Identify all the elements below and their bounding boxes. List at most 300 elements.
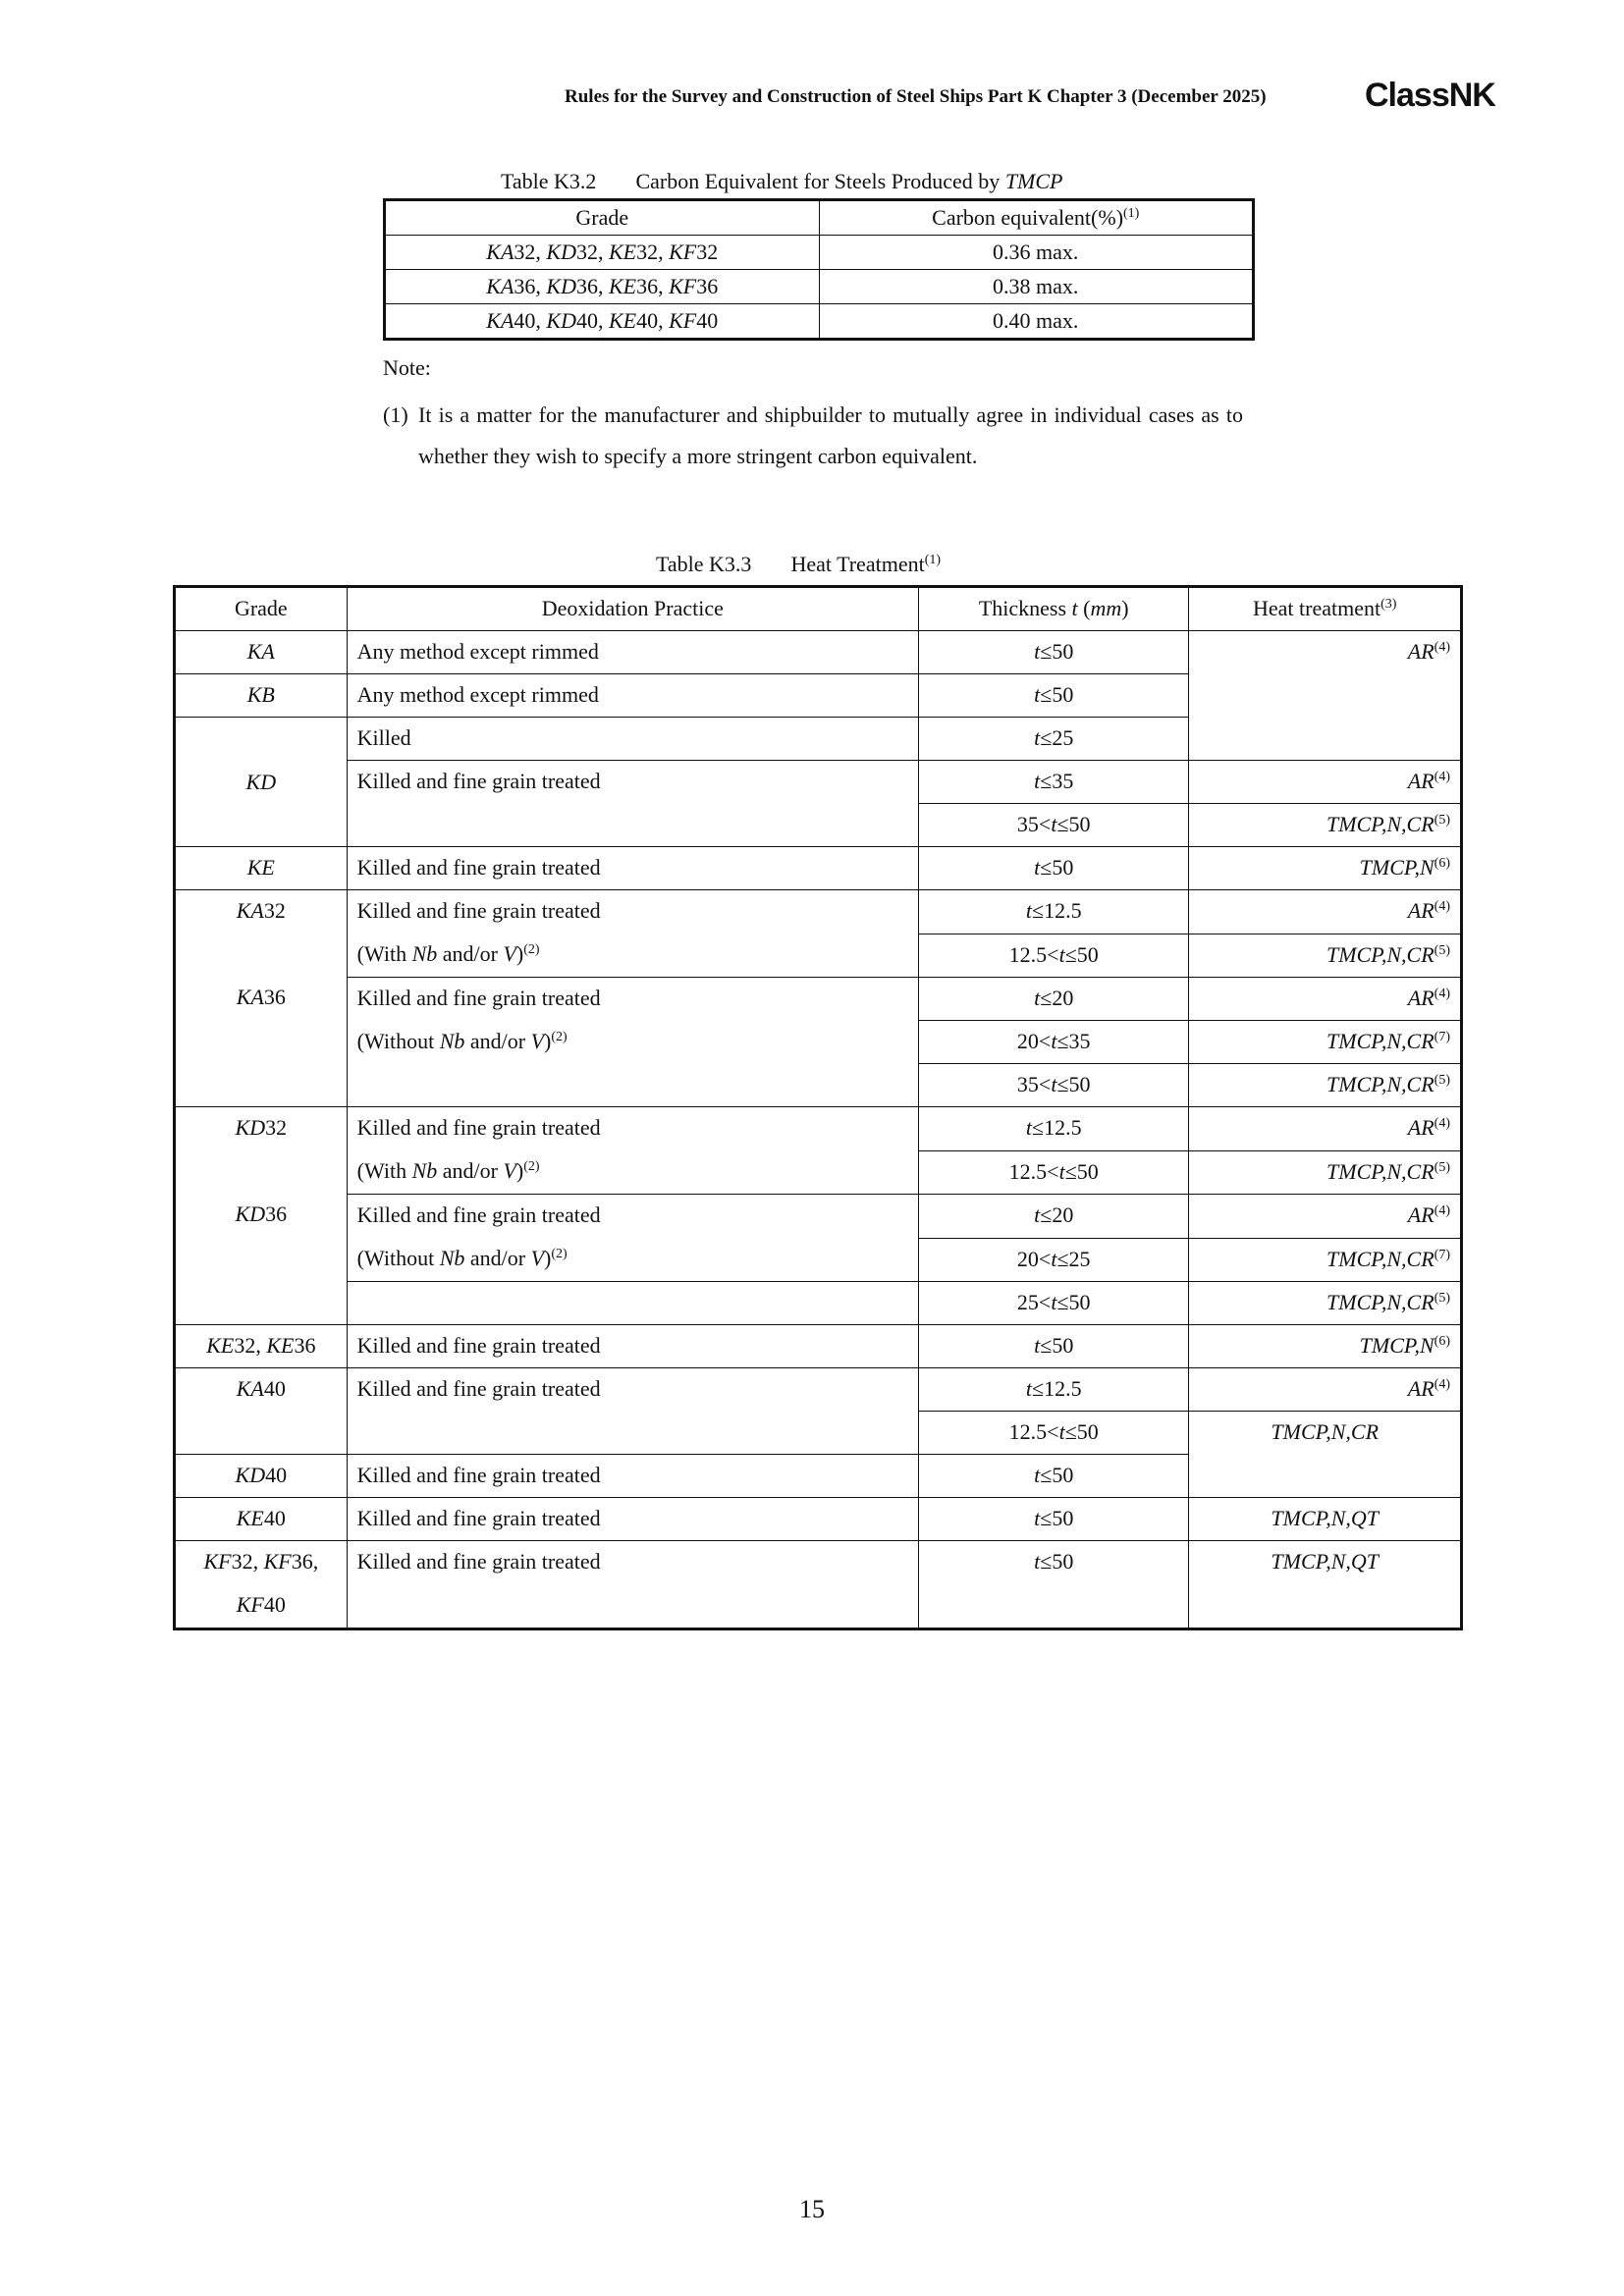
grade-number: 40	[265, 1463, 288, 1487]
heat-note: (3)	[1380, 597, 1397, 612]
heat-cell	[1189, 804, 1462, 847]
heat-note: (5)	[1434, 1159, 1450, 1175]
heat-value: TMCP,N,CR	[1326, 1290, 1435, 1314]
grade-number: 32,	[514, 240, 547, 264]
element: V	[503, 1158, 516, 1183]
table-row	[175, 631, 1462, 674]
value: 50	[1052, 1463, 1074, 1487]
value: 50	[1076, 1419, 1099, 1444]
le-sign: ≤	[1040, 682, 1053, 707]
t-symbol: t	[1058, 1419, 1065, 1444]
table-row	[175, 1541, 1462, 1629]
header-ce-note: (1)	[1123, 206, 1140, 221]
grade-letter: KE	[246, 855, 275, 880]
thickness-cell	[919, 1412, 1189, 1455]
note: (2)	[551, 1030, 568, 1044]
value: 35	[1016, 1072, 1039, 1096]
le-sign: ≤	[1040, 986, 1053, 1010]
heat-note: (5)	[1434, 1073, 1450, 1088]
le-sign: ≤	[1064, 941, 1077, 967]
text: and/or	[437, 941, 504, 966]
heat-cell	[1189, 847, 1462, 890]
t-symbol: t	[1025, 1115, 1032, 1140]
grade-letter: KE	[236, 1506, 264, 1530]
thickness-cell	[919, 847, 1189, 890]
note: (2)	[523, 942, 540, 957]
value: 50	[1052, 682, 1074, 707]
deox-line	[357, 1150, 908, 1194]
t-symbol: t	[1025, 898, 1032, 923]
lt-sign: <	[1038, 1029, 1052, 1053]
grade-cell	[385, 236, 820, 270]
le-sign: ≤	[1056, 1290, 1069, 1314]
table-row	[385, 236, 1254, 270]
grade-number: 36,	[514, 274, 547, 298]
heat-note: (5)	[1434, 813, 1450, 828]
deox-line: Killed and fine grain treated	[356, 1115, 601, 1140]
table-row	[175, 1325, 1462, 1368]
thickness-cell	[919, 761, 1189, 804]
deox-cell: Killed	[347, 718, 918, 761]
lt-sign: <	[1038, 812, 1052, 836]
grade-cell	[175, 847, 348, 890]
deox-cell: Killed and fine grain treated	[347, 1541, 918, 1629]
le-sign: ≤	[1040, 725, 1053, 750]
heat-value: AR	[1407, 1115, 1435, 1140]
deox-line: Killed and fine grain treated	[356, 1202, 601, 1227]
le-sign: ≤	[1031, 1376, 1045, 1401]
element: Nb	[411, 1158, 438, 1183]
t-symbol: t	[1034, 1463, 1041, 1487]
grade-cell	[385, 270, 820, 304]
grade-number: 32	[696, 240, 719, 264]
thickness-cell	[919, 1021, 1189, 1064]
heat-cell	[1189, 1107, 1462, 1151]
heat-cell	[1189, 1150, 1462, 1195]
grade-number: 32,	[575, 240, 609, 264]
t-symbol: t	[1051, 812, 1057, 836]
heat-note: (7)	[1434, 1247, 1450, 1262]
heat-note: (7)	[1434, 1030, 1450, 1044]
le-sign: ≤	[1056, 812, 1069, 836]
deox-line	[357, 934, 908, 977]
heat-value: AR	[1407, 1202, 1435, 1227]
thickness-cell	[919, 1282, 1189, 1325]
grade-letter: KD	[546, 240, 576, 264]
value: 50	[1052, 1549, 1074, 1574]
value: 50	[1052, 1333, 1074, 1358]
le-sign: ≤	[1040, 1202, 1053, 1227]
heat-value: TMCP,N,CR	[1326, 941, 1435, 967]
element: Nb	[439, 1029, 465, 1053]
t-symbol: t	[1051, 1072, 1057, 1096]
table-row	[385, 270, 1254, 304]
grade-cell	[385, 304, 820, 340]
text: (With	[356, 1158, 412, 1183]
heat-note: (4)	[1434, 1116, 1450, 1131]
lt-sign: <	[1038, 1290, 1052, 1314]
caption-title: Carbon Equivalent for Steels Produced by	[635, 169, 1001, 193]
thickness-symbol: t	[1071, 596, 1078, 620]
value: 12.5	[1044, 1115, 1082, 1140]
thickness-cell	[919, 804, 1189, 847]
grade-letter: KE	[608, 308, 637, 333]
heat-value: TMCP,N,CR	[1326, 1158, 1435, 1184]
deox-cell	[347, 978, 918, 1107]
grade-number: 36,	[291, 1549, 319, 1574]
thickness-cell	[919, 1325, 1189, 1368]
value: 12.5	[1044, 1376, 1082, 1401]
heat-cell	[1189, 1325, 1462, 1368]
text: (With	[356, 941, 412, 966]
value: 50	[1052, 1506, 1074, 1530]
heat-cell	[1189, 1238, 1462, 1282]
heat-note: (4)	[1434, 1377, 1450, 1392]
le-sign: ≤	[1056, 1246, 1069, 1271]
t-symbol: t	[1034, 1202, 1041, 1227]
grade-letter: KA	[236, 898, 264, 923]
heat-value: TMCP,N,QT	[1271, 1549, 1380, 1574]
deox-line: Killed and fine grain treated	[356, 986, 601, 1010]
text: )	[544, 1246, 552, 1270]
table-row	[175, 761, 1462, 804]
deox-cell: Any method except rimmed	[347, 631, 918, 674]
value: 50	[1068, 1072, 1091, 1096]
heat-value: TMCP,N,QT	[1271, 1506, 1380, 1530]
heat-note: (4)	[1434, 899, 1450, 914]
lt-sign: <	[1047, 1419, 1059, 1444]
deox-cell: Killed and fine grain treated	[347, 761, 918, 847]
heat-value: TMCP,N,CR	[1271, 1419, 1380, 1444]
table-k33-caption	[656, 552, 941, 577]
heat-cell	[1189, 1195, 1462, 1239]
paren: (	[1077, 596, 1091, 620]
header-deoxidation: Deoxidation Practice	[347, 587, 918, 631]
caption-id: Table K3.2	[501, 169, 597, 193]
deox-cell: Killed and fine grain treated	[347, 1368, 918, 1455]
value-cell: 0.40 max.	[819, 304, 1254, 340]
t-symbol: t	[1034, 1333, 1041, 1358]
heat-cell	[1189, 934, 1462, 978]
grade-letter: KB	[246, 682, 275, 707]
t-symbol: t	[1058, 1158, 1065, 1184]
grade-number: 36	[696, 274, 719, 298]
note: (2)	[551, 1247, 568, 1261]
heat-cell	[1189, 1282, 1462, 1325]
value: 20	[1052, 1202, 1074, 1227]
deox-cell-empty	[347, 1282, 918, 1325]
lt-sign: <	[1047, 1158, 1059, 1184]
value: 35	[1068, 1029, 1091, 1053]
grade-number: 40	[263, 1376, 286, 1401]
le-sign: ≤	[1040, 1549, 1053, 1574]
thickness-cell	[919, 1455, 1189, 1498]
thickness-cell	[919, 1541, 1189, 1629]
heat-cell	[1189, 978, 1462, 1021]
deox-cell: Any method except rimmed	[347, 674, 918, 718]
heat-cell	[1189, 890, 1462, 934]
t-symbol: t	[1034, 1506, 1041, 1530]
heat-cell	[1189, 1021, 1462, 1064]
thickness-cell	[919, 934, 1189, 978]
thickness-cell	[919, 631, 1189, 674]
grade-number: 32	[265, 1115, 288, 1140]
grade-cell	[175, 1368, 348, 1455]
thickness-cell	[919, 1107, 1189, 1151]
heat-cell	[1189, 761, 1462, 804]
grade-letter: KD	[546, 308, 576, 333]
le-sign: ≤	[1031, 1115, 1045, 1140]
thickness-cell	[919, 674, 1189, 718]
table-row	[175, 1498, 1462, 1541]
grade-letter: KD	[235, 1115, 266, 1140]
value: 35	[1016, 812, 1039, 836]
thickness-label: Thickness	[978, 596, 1067, 620]
element: V	[503, 941, 516, 966]
grade-line	[186, 1194, 337, 1237]
value: 50	[1068, 812, 1091, 836]
header-heat-treatment	[1189, 587, 1462, 631]
grade-letter: KA	[236, 985, 264, 1009]
page-header	[0, 77, 1624, 116]
le-sign: ≤	[1040, 639, 1053, 664]
value-cell: 0.36 max.	[819, 236, 1254, 270]
grade-cell	[175, 631, 348, 674]
grade-line	[186, 1584, 337, 1628]
t-symbol: t	[1034, 639, 1041, 664]
header-grade: Grade	[385, 200, 820, 236]
grade-letter: KD	[245, 769, 277, 794]
note-text: It is a matter for the manufacturer and shipbuilder to mutually agree in individual cases as to whether they wish to specify a more stringent carbon equivalent.	[418, 402, 1243, 468]
table-row	[175, 978, 1462, 1021]
value: 12.5	[1008, 1158, 1048, 1184]
grade-number: 36	[265, 1201, 288, 1226]
le-sign: ≤	[1040, 1506, 1053, 1530]
spacer	[186, 934, 337, 977]
heat-note: (4)	[1434, 640, 1450, 655]
grade-letter: KF	[669, 274, 697, 298]
note: (2)	[523, 1159, 540, 1174]
le-sign: ≤	[1064, 1158, 1077, 1184]
heat-value: TMCP,N,CR	[1326, 1246, 1435, 1271]
element: V	[530, 1029, 545, 1053]
heat-value: TMCP,N	[1359, 855, 1435, 880]
grade-letter: KE	[608, 274, 637, 298]
le-sign: ≤	[1064, 1419, 1077, 1444]
thickness-cell	[919, 1150, 1189, 1195]
text: )	[515, 1158, 524, 1183]
page-number: 15	[799, 2195, 825, 2223]
heat-cell	[1189, 1541, 1462, 1629]
heat-cell	[1189, 1064, 1462, 1107]
value: 50	[1052, 855, 1074, 880]
lt-sign: <	[1038, 1072, 1052, 1096]
heat-value: TMCP,N,CR	[1326, 812, 1435, 836]
text: (Without	[356, 1246, 440, 1270]
note-body	[383, 395, 1243, 477]
t-symbol: t	[1058, 941, 1065, 967]
value: 50	[1052, 639, 1074, 664]
grade-line	[186, 977, 337, 1020]
table-row	[175, 1368, 1462, 1412]
grade-letter: KA	[486, 240, 514, 264]
grade-number: 32,	[234, 1333, 267, 1358]
caption-note: (1)	[924, 553, 942, 567]
grade-letter: KA	[236, 1376, 264, 1401]
t-symbol: t	[1034, 855, 1041, 880]
table-k32-caption	[501, 169, 1063, 194]
grade-line	[186, 1541, 337, 1584]
le-sign: ≤	[1040, 769, 1053, 793]
deox-cell	[347, 1195, 918, 1282]
grade-cell	[175, 718, 348, 847]
thickness-cell	[919, 1195, 1189, 1239]
grade-number: 40,	[575, 308, 609, 333]
heat-note: (4)	[1434, 1203, 1450, 1218]
heat-value: AR	[1407, 639, 1435, 664]
value: 25	[1016, 1290, 1039, 1314]
grade-line	[186, 890, 337, 934]
grade-number: 40,	[636, 308, 670, 333]
heat-note: (4)	[1434, 770, 1450, 784]
deox-cell: Killed and fine grain treated	[347, 1498, 918, 1541]
grade-letter: KE	[608, 240, 637, 264]
element: Nb	[411, 941, 438, 966]
t-symbol: t	[1025, 1376, 1032, 1401]
lt-sign: <	[1047, 941, 1059, 967]
caption-title: Heat Treatment	[790, 552, 925, 576]
value: 50	[1068, 1290, 1091, 1314]
thickness-cell	[919, 978, 1189, 1021]
value: 35	[1052, 769, 1074, 793]
value: 20	[1052, 986, 1074, 1010]
heat-value: AR	[1407, 986, 1435, 1010]
grade-number: 40	[263, 1506, 286, 1530]
t-symbol: t	[1051, 1246, 1057, 1271]
le-sign: ≤	[1031, 898, 1045, 923]
table-row	[175, 847, 1462, 890]
table-row	[175, 1195, 1462, 1239]
deox-cell: Killed and fine grain treated	[347, 847, 918, 890]
classnk-logo: ClassNK	[1365, 77, 1495, 114]
heat-cell	[1189, 1412, 1462, 1498]
value-cell: 0.38 max.	[819, 270, 1254, 304]
deox-line	[357, 1238, 908, 1281]
grade-cell	[175, 890, 348, 1107]
deox-cell	[347, 1107, 918, 1195]
caption-title-italic: TMCP	[1004, 169, 1063, 193]
grade-letter: KE	[206, 1333, 235, 1358]
text: and/or	[464, 1246, 531, 1270]
grade-number: 40	[263, 1592, 286, 1617]
value: 12.5	[1008, 941, 1048, 967]
grade-letter: KD	[235, 1201, 266, 1226]
deox-cell	[347, 890, 918, 978]
heat-note: (5)	[1434, 1291, 1450, 1306]
table-k33	[173, 585, 1463, 1630]
le-sign: ≤	[1040, 1463, 1053, 1487]
heat-value: TMCP,N	[1359, 1333, 1435, 1358]
heat-cell	[1189, 1498, 1462, 1541]
grade-letter: KD	[235, 1463, 266, 1487]
value: 20	[1016, 1246, 1039, 1271]
table-row	[175, 1282, 1462, 1325]
caption-id: Table K3.3	[656, 552, 752, 576]
grade-number: 36,	[575, 274, 609, 298]
grade-letter: KE	[266, 1333, 295, 1358]
grade-number: 40	[696, 308, 719, 333]
grade-letter: KF	[263, 1549, 292, 1574]
note-number: (1)	[383, 402, 408, 427]
le-sign: ≤	[1056, 1029, 1069, 1053]
grade-letter: KD	[546, 274, 576, 298]
grade-number: 36	[263, 985, 286, 1009]
t-symbol: t	[1034, 769, 1041, 793]
t-symbol: t	[1051, 1290, 1057, 1314]
value: 12.5	[1008, 1419, 1048, 1444]
grade-letter: KF	[669, 240, 697, 264]
t-symbol: t	[1051, 1029, 1057, 1053]
value: 25	[1068, 1246, 1091, 1271]
value: 50	[1076, 941, 1099, 967]
heat-note: (6)	[1434, 856, 1450, 871]
heat-note: (5)	[1434, 942, 1450, 958]
grade-cell	[175, 1541, 348, 1629]
grade-number: 32,	[231, 1549, 264, 1574]
heat-value: TMCP,N,CR	[1326, 1029, 1435, 1053]
lt-sign: <	[1038, 1246, 1052, 1271]
thickness-cell	[919, 1064, 1189, 1107]
heat-value: AR	[1407, 1376, 1435, 1401]
thickness-cell	[919, 1498, 1189, 1541]
heat-cell	[1189, 631, 1462, 761]
grade-number: 36,	[636, 274, 670, 298]
text: and/or	[437, 1158, 504, 1183]
heat-label: Heat treatment	[1252, 596, 1381, 620]
grade-number: 40,	[514, 308, 547, 333]
header-title: Rules for the Survey and Construction of Steel Ships Part K Chapter 3 (December 2025)	[565, 86, 1267, 107]
grade-line	[186, 1107, 337, 1150]
grade-cell	[175, 1107, 348, 1325]
thickness-cell	[919, 890, 1189, 934]
t-symbol: t	[1034, 1549, 1041, 1574]
text: and/or	[464, 1029, 531, 1053]
table-row	[175, 890, 1462, 934]
text: )	[515, 941, 524, 966]
element: Nb	[439, 1246, 465, 1270]
heat-note: (6)	[1434, 1334, 1450, 1349]
spacer	[186, 1150, 337, 1194]
header-grade: Grade	[175, 587, 348, 631]
header-ce-label: Carbon equivalent(%)	[932, 205, 1124, 230]
thickness-cell	[919, 718, 1189, 761]
grade-number: 32	[263, 898, 286, 923]
grade-cell	[175, 1455, 348, 1498]
grade-number: 36	[294, 1333, 316, 1358]
grade-letter: KF	[203, 1549, 232, 1574]
grade-letter: KA	[246, 639, 275, 664]
t-symbol: t	[1034, 986, 1041, 1010]
heat-value: AR	[1407, 898, 1435, 923]
table-row	[175, 1107, 1462, 1151]
value: 12.5	[1044, 898, 1082, 923]
table-header-row	[175, 587, 1462, 631]
thickness-cell	[919, 1368, 1189, 1412]
grade-number: 32,	[636, 240, 670, 264]
t-symbol: t	[1034, 682, 1041, 707]
header-thickness	[919, 587, 1189, 631]
grade-letter: KA	[486, 274, 514, 298]
